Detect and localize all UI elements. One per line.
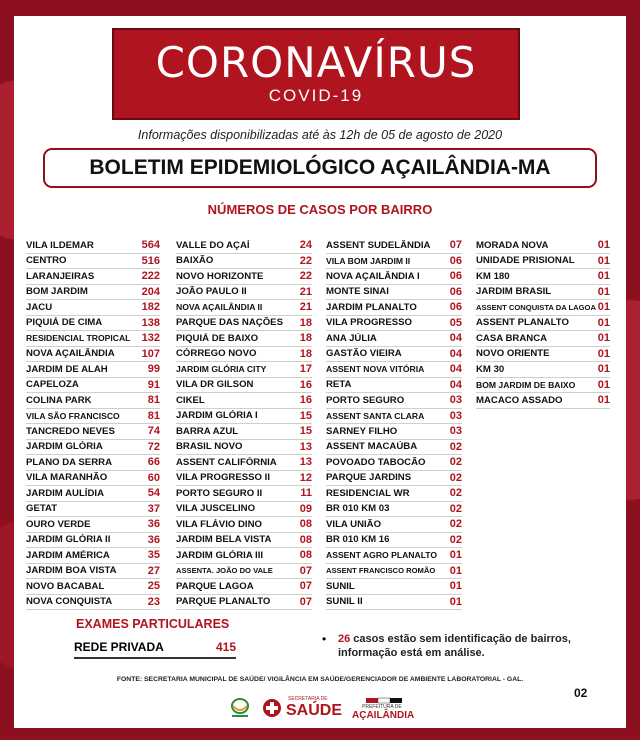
neighborhood-row <box>176 471 312 487</box>
saude-logo-text: SAÚDE <box>286 702 343 719</box>
case-count: 222 <box>141 270 160 283</box>
neighborhood-row <box>176 254 312 270</box>
case-count: 15 <box>299 425 312 438</box>
case-count: 05 <box>449 316 462 329</box>
neighborhood-name: VILA FLÁVIO DINO <box>176 518 262 530</box>
unidentified-note <box>338 632 574 660</box>
neighborhood-name: BARRA AZUL <box>176 425 239 437</box>
neighborhood-name: JARDIM BOA VISTA <box>26 565 117 577</box>
neighborhood-row <box>476 269 610 285</box>
bulletin-title: BOLETIM EPIDEMIOLÓGICO AÇAILÂNDIA-MA <box>43 148 597 188</box>
case-count: 132 <box>141 332 160 345</box>
case-count: 04 <box>449 347 462 360</box>
neighborhood-name: KM 180 <box>476 270 510 282</box>
neighborhood-name: GETAT <box>26 503 58 515</box>
neighborhood-row <box>176 486 312 502</box>
neighborhood-row <box>26 238 160 254</box>
neighborhood-row <box>476 378 610 394</box>
neighborhood-name: CASA BRANCA <box>476 332 548 344</box>
neighborhood-name: JARDIM GLÓRIA CITY <box>176 364 267 375</box>
neighborhood-row <box>176 238 312 254</box>
case-count: 01 <box>597 254 610 267</box>
neighborhood-name: JACU <box>26 301 53 313</box>
neighborhood-name: NOVA AÇAILÂNDIA I <box>326 270 420 282</box>
city-logo-text: AÇAILÂNDIA <box>352 710 415 721</box>
neighborhood-name: JARDIM GLÓRIA I <box>176 410 258 422</box>
exams-label: REDE PRIVADA <box>74 640 164 654</box>
neighborhood-row <box>476 393 610 409</box>
neighborhood-row <box>176 285 312 301</box>
neighborhood-row <box>176 440 312 456</box>
neighborhood-name: OURO VERDE <box>26 518 91 530</box>
neighborhood-row <box>176 579 312 595</box>
case-count: 204 <box>141 285 160 298</box>
case-count: 06 <box>449 270 462 283</box>
case-count: 16 <box>299 378 312 391</box>
neighborhood-name: LARANJEIRAS <box>26 270 95 282</box>
neighborhood-row <box>26 409 160 425</box>
neighborhood-name: UNIDADE PRISIONAL <box>476 255 575 267</box>
case-count: 35 <box>147 549 160 562</box>
neighborhood-row <box>26 471 160 487</box>
neighborhood-row <box>476 316 610 332</box>
saude-small-text: SECRETARIA DE <box>288 696 328 702</box>
neighborhood-row <box>26 595 160 611</box>
neighborhood-row <box>326 455 462 471</box>
health-cross-icon <box>263 699 281 717</box>
neighborhood-row <box>26 285 160 301</box>
neighborhood-name: GASTÃO VIEIRA <box>326 348 402 360</box>
neighborhood-name: ASSENTA. JOÃO DO VALE <box>176 566 273 576</box>
case-count: 564 <box>141 239 160 252</box>
neighborhood-name: ASSENT CONQUISTA DA LAGOA <box>476 302 596 312</box>
neighborhood-row <box>26 517 160 533</box>
info-date: Informações disponibilizadas até às 12h de 05 de agosto de 2020 <box>137 128 503 142</box>
unidentified-count: 26 <box>338 633 351 645</box>
neighborhood-row <box>476 331 610 347</box>
neighborhood-row <box>326 269 462 285</box>
case-count: 01 <box>449 564 462 577</box>
case-count: 99 <box>147 363 160 376</box>
case-count: 07 <box>299 564 312 577</box>
neighborhood-row <box>176 393 312 409</box>
case-count: 03 <box>449 409 462 422</box>
neighborhood-name: JARDIM DE ALAH <box>26 363 108 375</box>
neighborhood-row <box>176 300 312 316</box>
neighborhood-row <box>26 393 160 409</box>
case-count: 02 <box>449 533 462 546</box>
coronavirus-logo <box>112 28 520 120</box>
neighborhood-name: COLINA PARK <box>26 394 92 406</box>
neighborhood-name: NOVO BACABAL <box>26 580 105 592</box>
case-count: 03 <box>449 425 462 438</box>
neighborhood-name: CAPELOZA <box>26 379 79 391</box>
case-count: 01 <box>597 285 610 298</box>
case-count: 15 <box>299 409 312 422</box>
neighborhood-row <box>476 238 610 254</box>
neighborhood-row <box>176 269 312 285</box>
neighborhood-name: PIQUIÁ DE CIMA <box>26 317 103 329</box>
neighborhood-row <box>176 378 312 394</box>
neighborhood-row <box>176 548 312 564</box>
case-count: 22 <box>299 270 312 283</box>
neighborhood-row <box>26 347 160 363</box>
neighborhood-name: JARDIM PLANALTO <box>326 301 417 313</box>
neighborhood-row <box>26 269 160 285</box>
neighborhood-row <box>26 378 160 394</box>
neighborhood-row <box>326 238 462 254</box>
logo-title: CORONAVÍRUS <box>155 38 477 87</box>
neighborhood-name: RESIDENCIAL TROPICAL <box>26 333 131 344</box>
neighborhood-row <box>176 424 312 440</box>
neighborhood-name: PLANO DA SERRA <box>26 456 112 468</box>
case-count: 66 <box>147 456 160 469</box>
case-count: 182 <box>141 301 160 314</box>
neighborhood-row <box>326 595 462 611</box>
case-count: 18 <box>299 347 312 360</box>
case-count: 01 <box>597 270 610 283</box>
case-count: 06 <box>449 285 462 298</box>
neighborhood-name: JARDIM GLÓRIA <box>26 441 103 453</box>
neighborhood-name: PARQUE JARDINS <box>326 472 412 484</box>
neighborhood-row <box>176 455 312 471</box>
neighborhood-name: RESIDENCIAL WR <box>326 487 410 499</box>
neighborhood-row <box>26 486 160 502</box>
neighborhood-name: NOVA AÇAILÂNDIA <box>26 348 115 360</box>
neighborhood-name: BR 010 KM 03 <box>326 503 390 515</box>
case-count: 22 <box>299 254 312 267</box>
neighborhood-name: ASSENT MACAÚBA <box>326 441 418 453</box>
neighborhood-name: BR 010 KM 16 <box>326 534 390 546</box>
neighborhood-name: ASSENT CALIFÓRNIA <box>176 456 277 468</box>
neighborhood-row <box>26 316 160 332</box>
neighborhood-row <box>476 254 610 270</box>
case-count: 17 <box>299 363 312 376</box>
case-count: 02 <box>449 518 462 531</box>
neighborhood-name: ASSENT SANTA CLARA <box>326 410 425 421</box>
case-count: 01 <box>449 580 462 593</box>
case-count: 107 <box>141 347 160 360</box>
neighborhood-name: PORTO SEGURO <box>326 394 405 406</box>
neighborhood-row <box>326 254 462 270</box>
neighborhood-column-1 <box>26 238 160 610</box>
case-count: 07 <box>449 239 462 252</box>
case-count: 21 <box>299 301 312 314</box>
neighborhood-row <box>26 440 160 456</box>
neighborhood-row <box>326 378 462 394</box>
neighborhood-row <box>476 347 610 363</box>
neighborhood-row <box>476 285 610 301</box>
neighborhood-row <box>26 300 160 316</box>
case-count: 01 <box>597 378 610 391</box>
neighborhood-name: ANA JÚLIA <box>326 332 377 344</box>
neighborhood-name: TANCREDO NEVES <box>26 425 115 437</box>
section-title: NÚMEROS DE CASOS POR BAIRRO <box>207 202 433 217</box>
case-count: 02 <box>449 487 462 500</box>
neighborhood-name: SUNIL II <box>326 596 363 608</box>
neighborhood-row <box>326 393 462 409</box>
neighborhood-row <box>326 502 462 518</box>
neighborhood-name: POVOADO TABOCÃO <box>326 456 426 468</box>
case-count: 11 <box>300 487 312 500</box>
neighborhood-name: VILA PROGRESSO <box>326 317 413 329</box>
neighborhood-name: JARDIM GLÓRIA III <box>176 549 264 561</box>
neighborhood-row <box>176 331 312 347</box>
neighborhood-row <box>326 316 462 332</box>
case-count: 27 <box>147 564 160 577</box>
neighborhood-name: VILA DR GILSON <box>176 379 254 391</box>
case-count: 04 <box>449 363 462 376</box>
neighborhood-name: CÓRREGO NOVO <box>176 348 257 360</box>
neighborhood-name: ASSENT SUDELÂNDIA <box>326 239 431 251</box>
case-count: 37 <box>147 502 160 515</box>
neighborhood-row <box>176 409 312 425</box>
case-count: 74 <box>147 425 160 438</box>
neighborhood-row <box>26 564 160 580</box>
neighborhood-row <box>476 362 610 378</box>
case-count: 02 <box>449 471 462 484</box>
case-count: 91 <box>147 378 160 391</box>
page-number: 02 <box>574 686 588 700</box>
neighborhood-row <box>26 331 160 347</box>
case-count: 08 <box>299 533 312 546</box>
case-count: 13 <box>299 456 312 469</box>
neighborhood-row <box>326 285 462 301</box>
neighborhood-row <box>176 533 312 549</box>
neighborhood-row <box>176 347 312 363</box>
neighborhood-row <box>26 502 160 518</box>
neighborhood-name: PORTO SEGURO II <box>176 487 263 499</box>
neighborhood-row <box>326 424 462 440</box>
neighborhood-row <box>326 579 462 595</box>
case-count: 07 <box>299 580 312 593</box>
neighborhood-name: VILA MARANHÃO <box>26 472 108 484</box>
case-count: 07 <box>299 595 312 608</box>
neighborhood-name: CIKEL <box>176 394 205 406</box>
case-count: 08 <box>299 549 312 562</box>
case-count: 18 <box>299 316 312 329</box>
neighborhood-name: JOÃO PAULO II <box>176 286 247 298</box>
neighborhood-row <box>326 564 462 580</box>
neighborhood-name: VILA SÃO FRANCISCO <box>26 410 120 421</box>
neighborhood-name: PARQUE DAS NAÇÕES <box>176 317 283 329</box>
case-count: 01 <box>597 239 610 252</box>
case-count: 81 <box>147 409 160 422</box>
neighborhood-row <box>176 362 312 378</box>
case-count: 01 <box>597 301 610 314</box>
neighborhood-name: BAIXÃO <box>176 255 214 267</box>
case-count: 01 <box>597 363 610 376</box>
neighborhood-name: JARDIM AULÍDIA <box>26 487 104 499</box>
case-count: 08 <box>299 518 312 531</box>
neighborhood-name: SUNIL <box>326 580 355 592</box>
case-count: 36 <box>147 533 160 546</box>
neighborhood-name: VILA JUSCELINO <box>176 503 256 515</box>
unidentified-text: casos estão sem identificação de bairros, informação está em análise. <box>338 633 571 659</box>
logo-subtitle: COVID-19 <box>268 86 364 105</box>
neighborhood-name: VILA PROGRESSO II <box>176 472 270 484</box>
neighborhood-row <box>326 471 462 487</box>
case-count: 21 <box>299 285 312 298</box>
case-count: 72 <box>147 440 160 453</box>
neighborhood-name: PIQUIÁ DE BAIXO <box>176 332 259 344</box>
neighborhood-row <box>26 548 160 564</box>
neighborhood-name: SARNEY FILHO <box>326 425 398 437</box>
neighborhood-row <box>476 300 610 316</box>
case-count: 25 <box>147 580 160 593</box>
neighborhood-row <box>176 502 312 518</box>
case-count: 13 <box>299 440 312 453</box>
neighborhood-name: MACACO ASSADO <box>476 394 563 406</box>
exams-title: EXAMES PARTICULARES <box>76 617 230 631</box>
neighborhood-row <box>176 316 312 332</box>
case-count: 01 <box>597 332 610 345</box>
case-count: 60 <box>147 471 160 484</box>
neighborhood-name: NOVO HORIZONTE <box>176 270 264 282</box>
city-small-text: PREFEITURA DE <box>362 704 402 710</box>
case-count: 16 <box>299 394 312 407</box>
exams-value: 415 <box>215 640 236 654</box>
bullet-icon: • <box>322 632 327 646</box>
neighborhood-name: PARQUE LAGOA <box>176 580 254 592</box>
neighborhood-row <box>326 347 462 363</box>
case-count: 18 <box>299 332 312 345</box>
case-count: 01 <box>597 394 610 407</box>
neighborhood-row <box>326 440 462 456</box>
neighborhood-row <box>326 409 462 425</box>
case-count: 54 <box>147 487 160 500</box>
case-count: 36 <box>147 518 160 531</box>
secretariat-emblem-icon <box>232 699 248 717</box>
neighborhood-row <box>326 300 462 316</box>
neighborhood-column-3 <box>326 238 462 610</box>
neighborhood-row <box>26 533 160 549</box>
neighborhood-row <box>176 595 312 611</box>
neighborhood-row <box>26 579 160 595</box>
neighborhood-name: KM 30 <box>476 363 505 375</box>
neighborhood-name: NOVA AÇAILÂNDIA II <box>176 302 263 313</box>
neighborhood-name: MONTE SINAI <box>326 286 389 298</box>
case-count: 02 <box>449 456 462 469</box>
neighborhood-name: RETA <box>326 379 352 391</box>
exams-row <box>74 637 236 659</box>
city-flag-icon <box>366 698 402 703</box>
neighborhood-row <box>326 533 462 549</box>
case-count: 01 <box>449 549 462 562</box>
neighborhood-name: ASSENT NOVA VITÓRIA <box>326 364 425 375</box>
neighborhood-row <box>176 517 312 533</box>
neighborhood-name: JARDIM AMÉRICA <box>26 549 110 561</box>
case-count: 516 <box>141 254 160 267</box>
neighborhood-name: ASSENT PLANALTO <box>476 317 569 329</box>
neighborhood-name: VILA UNIÃO <box>326 518 382 530</box>
neighborhood-name: VILA ILDEMAR <box>26 239 94 251</box>
case-count: 02 <box>449 440 462 453</box>
case-count: 02 <box>449 502 462 515</box>
neighborhood-row <box>326 362 462 378</box>
neighborhood-name: BOM JARDIM <box>26 286 88 298</box>
case-count: 04 <box>449 378 462 391</box>
case-count: 138 <box>141 316 160 329</box>
neighborhood-row <box>26 362 160 378</box>
neighborhood-name: BOM JARDIM DE BAIXO <box>476 379 576 390</box>
neighborhood-row <box>326 486 462 502</box>
neighborhood-name: BRASIL NOVO <box>176 441 243 453</box>
case-count: 23 <box>147 595 160 608</box>
neighborhood-name: JARDIM BELA VISTA <box>176 534 272 546</box>
neighborhood-name: NOVO ORIENTE <box>476 348 550 360</box>
neighborhood-row <box>326 548 462 564</box>
neighborhood-name: JARDIM GLÓRIA II <box>26 534 111 546</box>
neighborhood-name: JARDIM BRASIL <box>476 286 552 298</box>
neighborhood-row <box>176 564 312 580</box>
case-count: 81 <box>147 394 160 407</box>
case-count: 01 <box>597 316 610 329</box>
source-text: FONTE: SECRETARIA MUNICIPAL DE SAÚDE/ VIGILÂNCIA EM SAÚDE/GERENCIADOR DE AMBIENTE LABORATORIAL - GAL. <box>116 676 524 683</box>
case-count: 06 <box>449 254 462 267</box>
neighborhood-name: NOVA CONQUISTA <box>26 596 113 608</box>
neighborhood-name: VALLE DO AÇAÍ <box>176 239 250 251</box>
neighborhood-row <box>326 331 462 347</box>
neighborhood-row <box>26 254 160 270</box>
footer-logos <box>0 696 640 722</box>
neighborhood-row <box>26 455 160 471</box>
neighborhood-column-4 <box>476 238 610 409</box>
case-count: 06 <box>449 301 462 314</box>
neighborhood-name: ASSENT AGRO PLANALTO <box>326 550 438 561</box>
case-count: 04 <box>449 332 462 345</box>
neighborhood-column-2 <box>176 238 312 610</box>
case-count: 24 <box>299 239 312 252</box>
case-count: 09 <box>299 502 312 515</box>
case-count: 01 <box>597 347 610 360</box>
case-count: 01 <box>449 595 462 608</box>
neighborhood-name: ASSENT FRANCISCO ROMÃO <box>326 566 436 576</box>
case-count: 12 <box>299 471 312 484</box>
neighborhood-name: MORADA NOVA <box>476 239 549 251</box>
neighborhood-name: CENTRO <box>26 255 67 267</box>
neighborhood-row <box>326 517 462 533</box>
neighborhood-row <box>26 424 160 440</box>
neighborhood-name: PARQUE PLANALTO <box>176 596 271 608</box>
neighborhood-name: VILA BOM JARDIM II <box>326 255 411 266</box>
case-count: 03 <box>449 394 462 407</box>
